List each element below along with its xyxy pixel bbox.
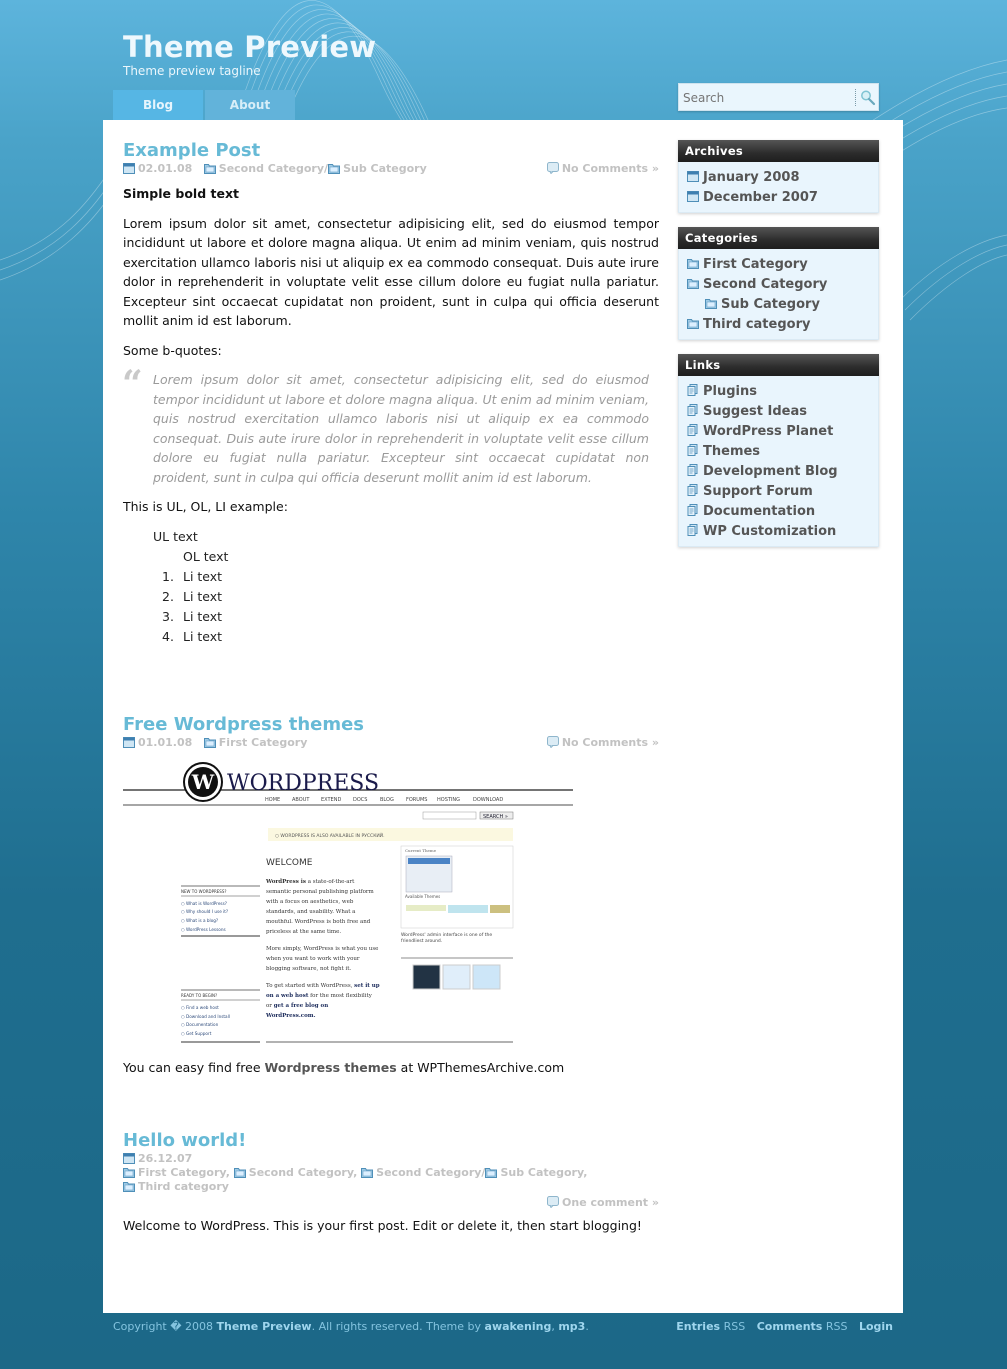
link-page-icon bbox=[687, 484, 699, 496]
list-item bbox=[162, 627, 659, 647]
comma: , bbox=[551, 1320, 559, 1333]
post-free-themes bbox=[123, 714, 659, 1078]
list-text: Li text bbox=[183, 608, 223, 624]
list-text: Li text bbox=[183, 588, 223, 604]
link-page-icon bbox=[687, 404, 699, 416]
svg-text:FORUMS: FORUMS bbox=[406, 797, 428, 803]
svg-text:Available Themes: Available Themes bbox=[405, 894, 441, 899]
content-area bbox=[103, 120, 903, 1313]
svg-text:HOME: HOME bbox=[265, 797, 281, 803]
post-hello-world bbox=[123, 1130, 659, 1236]
list-number: 1. bbox=[162, 568, 174, 584]
folder-icon bbox=[204, 162, 216, 174]
category-link[interactable]: Second Category bbox=[218, 162, 325, 175]
category-item[interactable] bbox=[687, 255, 878, 275]
link-item[interactable] bbox=[687, 462, 878, 482]
comment-icon bbox=[547, 736, 559, 748]
post-paragraph bbox=[123, 1058, 659, 1078]
svg-text:NEW TO WORDPRESS?: NEW TO WORDPRESS? bbox=[181, 889, 227, 894]
svg-text:BLOG: BLOG bbox=[380, 797, 394, 803]
wordpress-screenshot-graphic bbox=[123, 762, 573, 1044]
svg-text:○ Documentation: ○ Documentation bbox=[181, 1022, 219, 1027]
svg-text:priceless at the same time.: priceless at the same time. bbox=[266, 929, 342, 935]
list-number: 3. bbox=[162, 608, 174, 624]
bold-text: Simple bold text bbox=[123, 186, 239, 201]
list-intro: This is UL, OL, LI example: bbox=[123, 499, 288, 514]
wordpress-screenshot-image bbox=[123, 762, 573, 1044]
link-page-icon bbox=[687, 464, 699, 476]
archive-label: December 2007 bbox=[703, 190, 818, 205]
ordered-list bbox=[162, 567, 659, 647]
category-link[interactable]: Sub Category, bbox=[500, 1166, 588, 1179]
author-link-awakening[interactable]: awakening bbox=[484, 1320, 552, 1333]
list-example bbox=[153, 527, 659, 647]
svg-text:READY TO BEGIN?: READY TO BEGIN? bbox=[181, 993, 218, 998]
category-link[interactable]: Sub Category bbox=[343, 162, 427, 175]
login-link[interactable]: Login bbox=[858, 1320, 893, 1333]
category-link[interactable]: Second Category, bbox=[248, 1166, 358, 1179]
rights-text: . All rights reserved. Theme by bbox=[311, 1320, 485, 1333]
widget-title: Links bbox=[678, 354, 879, 376]
widget-archives bbox=[678, 140, 879, 213]
author-link-mp3[interactable]: mp3 bbox=[558, 1320, 586, 1333]
comments-link[interactable] bbox=[547, 162, 659, 176]
svg-text:friendliest around.: friendliest around. bbox=[401, 939, 443, 944]
tab-blog[interactable]: Blog bbox=[113, 90, 203, 120]
link-label: WordPress Planet bbox=[703, 424, 834, 439]
post-date: 01.01.08 bbox=[138, 736, 193, 749]
link-label: Support Forum bbox=[703, 484, 813, 499]
category-label: Third category bbox=[703, 317, 811, 332]
svg-text:semantic personal publishing p: semantic personal publishing platform bbox=[266, 889, 374, 895]
widget-categories bbox=[678, 227, 879, 340]
archive-label: January 2008 bbox=[703, 170, 800, 185]
svg-text:○ What is WordPress?: ○ What is WordPress? bbox=[181, 901, 228, 906]
main-column bbox=[122, 140, 659, 1233]
category-link[interactable]: Second Category/ bbox=[376, 1166, 486, 1179]
list-item bbox=[162, 567, 659, 587]
post-paragraph: Welcome to WordPress. This is your first post. Edit or delete it, then start blogging! bbox=[123, 1218, 642, 1233]
link-page-icon bbox=[687, 444, 699, 456]
list-text: Li text bbox=[183, 628, 223, 644]
svg-text:WELCOME: WELCOME bbox=[266, 858, 313, 868]
category-label: Sub Category bbox=[721, 297, 820, 312]
calendar-icon bbox=[123, 162, 135, 174]
site-title[interactable]: Theme Preview bbox=[123, 30, 377, 64]
site-tagline: Theme preview tagline bbox=[123, 64, 261, 78]
post-title[interactable]: Free Wordpress themes bbox=[123, 714, 365, 735]
link-page-icon bbox=[687, 384, 699, 396]
category-label: Second Category bbox=[703, 277, 828, 292]
post-paragraph: Lorem ipsum dolor sit amet, consectetur adipisicing elit, sed do eiusmod tempor incididunt ut labore et dolore magna aliqua. Ut enim ad minim veniam, quis nostrud exercitation ullamco laboris nisi ut aliquip ex ea commodo consequat. Duis aute irure dolor in reprehenderit in voluptate velit esse cillum dolore eu fugiat nulla pariatur. Excepteur sint occaecat cupidatat non proident, sunt in culpa qui officia deserunt mollit anim id est laborum. bbox=[123, 215, 659, 328]
widget-body bbox=[678, 249, 879, 340]
blockquote-text: Lorem ipsum dolor sit amet, consectetur adipisicing elit, sed do eiusmod tempor incididunt ut labore et dolore magna aliqua. Ut enim ad minim veniam, quis nostrud exercitation ullamco laboris nisi ut aliquip ex ea commodo consequat. Duis aute irure dolor in reprehenderit in voluptate velit esse cillum dolore eu fugiat nulla pariatur. Excepteur sint occaecat cupidatat non proident, sunt in culpa qui officia deserunt mollit anim id est laborum. bbox=[153, 372, 649, 485]
svg-text:SEARCH »: SEARCH » bbox=[483, 814, 508, 820]
folder-icon bbox=[328, 162, 340, 174]
svg-text:WORDPRESS: WORDPRESS bbox=[227, 771, 380, 796]
link-label: Themes bbox=[703, 444, 761, 459]
svg-text:DOCS: DOCS bbox=[353, 797, 368, 803]
footer-links bbox=[668, 1320, 893, 1334]
link-item[interactable] bbox=[687, 382, 878, 402]
svg-text:WordPress.com.: WordPress.com. bbox=[266, 1013, 316, 1019]
link-page-icon bbox=[687, 424, 699, 436]
period: . bbox=[585, 1320, 589, 1333]
entries-rss-link[interactable] bbox=[668, 1320, 745, 1333]
svg-text:○ WORDPRESS IS ALSO AVAILABLE: ○ WORDPRESS IS ALSO AVAILABLE IN РУССКИЙ. bbox=[275, 834, 385, 839]
svg-text:mouthful. WordPress is both fr: mouthful. WordPress is both free and bbox=[266, 919, 371, 925]
comments-label: Comments bbox=[756, 1320, 823, 1333]
svg-text:HOSTING: HOSTING bbox=[437, 797, 461, 803]
post-date: 26.12.07 bbox=[138, 1152, 193, 1165]
widget-body bbox=[678, 162, 879, 213]
category-item[interactable] bbox=[687, 315, 878, 335]
comments-link[interactable] bbox=[547, 736, 659, 750]
folder-icon bbox=[123, 1166, 135, 1178]
comments-label: No Comments » bbox=[561, 162, 659, 175]
svg-text:○ Get Support: ○ Get Support bbox=[181, 1031, 212, 1036]
comments-link[interactable] bbox=[547, 1196, 659, 1209]
category-link[interactable]: First Category, bbox=[138, 1166, 230, 1179]
link-item[interactable] bbox=[687, 422, 878, 442]
list-number: 2. bbox=[162, 588, 174, 604]
post-title[interactable]: Hello world! bbox=[123, 1130, 247, 1151]
comments-rss-link[interactable] bbox=[749, 1320, 848, 1333]
svg-text:blogging software, not fight i: blogging software, not fight it. bbox=[266, 966, 352, 972]
link-label: Documentation bbox=[703, 504, 816, 519]
link-label: Suggest Ideas bbox=[703, 404, 807, 419]
svg-text:on a web host for the most fle: on a web host for the most flexibility bbox=[266, 993, 372, 999]
link-label: Development Blog bbox=[703, 464, 838, 479]
link-page-icon bbox=[687, 524, 699, 536]
search-separator bbox=[855, 89, 856, 106]
folder-icon bbox=[687, 317, 699, 329]
folder-icon bbox=[123, 1180, 135, 1192]
svg-text:with a focus on aesthetics, we: with a focus on aesthetics, web bbox=[266, 899, 354, 905]
svg-text:standards, and usability. What: standards, and usability. What a bbox=[266, 909, 356, 915]
tab-about[interactable]: About bbox=[205, 90, 295, 120]
post-example bbox=[123, 140, 659, 647]
widget-title: Categories bbox=[678, 227, 879, 249]
text-before: You can easy find free bbox=[123, 1060, 265, 1075]
entries-label: Entries bbox=[676, 1320, 721, 1333]
svg-text:DOWNLOAD: DOWNLOAD bbox=[473, 797, 504, 803]
comments-label: No Comments » bbox=[561, 736, 659, 749]
svg-text:WordPress is a state-of-the-ar: WordPress is a state-of-the-art bbox=[266, 879, 355, 885]
link-page-icon bbox=[687, 504, 699, 516]
text-after: at WPThemesArchive.com bbox=[396, 1060, 565, 1075]
svg-text:EXTEND: EXTEND bbox=[321, 797, 342, 803]
blockquote bbox=[122, 363, 649, 487]
link-label: WP Customization bbox=[703, 524, 837, 539]
widget-body bbox=[678, 376, 879, 547]
sidebar bbox=[678, 140, 879, 561]
calendar-icon bbox=[687, 170, 699, 182]
svg-text:○ WordPress Lessons: ○ WordPress Lessons bbox=[181, 927, 226, 932]
widget-links bbox=[678, 354, 879, 547]
list-item bbox=[162, 587, 659, 607]
calendar-icon bbox=[123, 736, 135, 748]
link-item[interactable] bbox=[687, 482, 878, 502]
calendar-icon bbox=[687, 190, 699, 202]
link-item[interactable] bbox=[687, 402, 878, 422]
bquote-intro: Some b-quotes: bbox=[123, 342, 222, 358]
svg-text:or get a free blog on: or get a free blog on bbox=[266, 1003, 329, 1009]
svg-text:○ What is a blog?: ○ What is a blog? bbox=[181, 918, 219, 923]
folder-icon bbox=[204, 736, 216, 748]
site-footer bbox=[113, 1320, 893, 1334]
wordpress-themes-link[interactable]: Wordpress themes bbox=[264, 1060, 397, 1075]
search-button[interactable] bbox=[860, 89, 876, 106]
comment-icon bbox=[547, 1196, 559, 1208]
archive-item[interactable] bbox=[687, 188, 878, 208]
link-item[interactable] bbox=[687, 442, 878, 462]
ul-text: UL text bbox=[153, 528, 198, 544]
quote-mark-icon: “ bbox=[122, 363, 143, 405]
svg-text:when you want to work with you: when you want to work with your bbox=[266, 956, 360, 962]
search-input[interactable] bbox=[683, 89, 851, 107]
comments-label: One comment » bbox=[562, 1196, 659, 1209]
search-box bbox=[678, 83, 879, 111]
svg-text:W: W bbox=[191, 770, 215, 794]
magnifier-icon bbox=[860, 89, 876, 106]
folder-icon bbox=[361, 1166, 373, 1178]
folder-icon bbox=[687, 257, 699, 269]
rss-label: RSS bbox=[720, 1320, 746, 1333]
category-separator: / bbox=[324, 162, 329, 175]
svg-text:More simply, WordPress is what: More simply, WordPress is what you use bbox=[266, 946, 379, 952]
list-item bbox=[162, 607, 659, 627]
folder-icon bbox=[687, 277, 699, 289]
category-link[interactable]: Third category bbox=[138, 1180, 229, 1193]
post-date: 02.01.08 bbox=[138, 162, 193, 175]
svg-text:○ Why should I use it?: ○ Why should I use it? bbox=[181, 909, 229, 914]
post-meta bbox=[123, 1152, 659, 1210]
svg-text:To get started with WordPress,: To get started with WordPress, set it up bbox=[266, 983, 380, 989]
footer-site-link[interactable]: Theme Preview bbox=[216, 1320, 312, 1333]
main-nav bbox=[113, 90, 297, 120]
link-item[interactable] bbox=[687, 502, 878, 522]
site-header bbox=[123, 30, 376, 78]
calendar-icon bbox=[123, 1152, 135, 1164]
svg-text:Current Theme: Current Theme bbox=[405, 848, 437, 853]
ol-text: OL text bbox=[183, 548, 229, 564]
svg-text:○ Find a web host: ○ Find a web host bbox=[181, 1005, 219, 1010]
svg-text:○ Download and Install: ○ Download and Install bbox=[181, 1014, 230, 1019]
rss-label: RSS bbox=[822, 1320, 848, 1333]
post-meta bbox=[123, 162, 659, 176]
comment-icon bbox=[547, 162, 559, 174]
archive-item[interactable] bbox=[687, 168, 878, 188]
folder-icon bbox=[485, 1166, 497, 1178]
list-number: 4. bbox=[162, 628, 174, 644]
category-item-sub[interactable] bbox=[687, 295, 878, 315]
link-item[interactable] bbox=[687, 522, 878, 542]
folder-icon bbox=[234, 1166, 246, 1178]
svg-text:WordPress' admin interface is: WordPress' admin interface is one of the bbox=[401, 933, 493, 938]
widget-title: Archives bbox=[678, 140, 879, 162]
post-meta bbox=[123, 736, 659, 750]
copyright-text: Copyright � 2008 bbox=[113, 1320, 217, 1333]
svg-text:ABOUT: ABOUT bbox=[292, 797, 310, 803]
folder-icon bbox=[705, 297, 717, 309]
link-label: Plugins bbox=[703, 384, 757, 399]
category-item[interactable] bbox=[687, 275, 878, 295]
list-text: Li text bbox=[183, 568, 223, 584]
category-link[interactable]: First Category bbox=[218, 736, 308, 749]
post-title[interactable]: Example Post bbox=[123, 140, 261, 161]
category-label: First Category bbox=[703, 257, 808, 272]
